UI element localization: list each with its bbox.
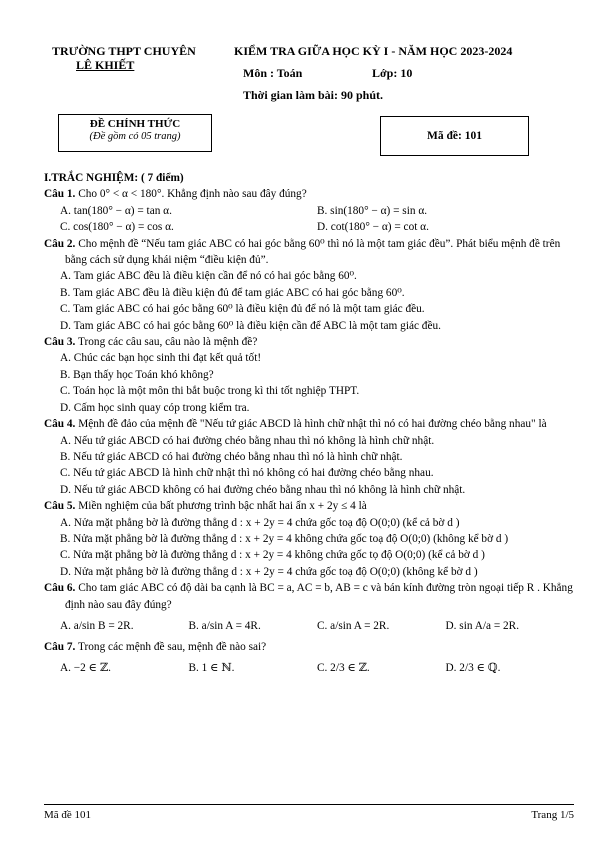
option-a: A. Chúc các bạn học sinh thi đạt kết quả tốt! (60, 352, 262, 365)
option-a: A. tan(180° − α) = tan α. (60, 204, 172, 217)
option-d: D. Tam giác ABC có hai góc bằng 60⁰ là điều kiện cần để ABC là một tam giác đều. (60, 319, 441, 332)
option-a: A. a/sin B = 2R. (60, 619, 134, 632)
option-c: C. Nếu tứ giác ABCD là hình chữ nhật thì nó không có hai đường chéo bằng nhau. (60, 467, 434, 480)
options-row (44, 203, 574, 219)
footer-page-number: Trang 1/5 (531, 809, 574, 821)
option-a: A. −2 ∈ ℤ. (60, 662, 111, 675)
question-number: Câu 2. (44, 237, 76, 250)
question-4 (44, 416, 574, 432)
option-c: C. Toán học là một môn thi bắt buộc trong kì thi tốt nghiệp THPT. (60, 385, 360, 398)
page-count-note: (Đề gồm có 05 trang) (89, 131, 181, 142)
question-3 (44, 334, 574, 350)
footer-exam-code: Mã đề 101 (44, 809, 92, 821)
grade-label: Lớp: 10 (372, 66, 413, 80)
school-name-line2: LÊ KHIẾT (76, 58, 135, 72)
question-text: Miền nghiệm của bất phương trình bậc nhất hai ẩn x + 2y ≤ 4 là (78, 500, 367, 513)
question-7 (44, 639, 574, 655)
options-row (44, 219, 574, 235)
option-c: C. 2/3 ∈ ℤ. (317, 662, 370, 675)
question-number: Câu 7. (44, 640, 76, 653)
option-b: B. Nếu tứ giác ABCD có hai đường chéo bằng nhau thì nó là hình chữ nhật. (60, 450, 403, 463)
question-2 (44, 236, 574, 269)
option-d: D. sin A/a = 2R. (445, 619, 520, 632)
option-b: B. sin(180° − α) = sin α. (317, 204, 428, 217)
question-text: Cho mệnh đề “Nếu tam giác ABC có hai góc bằng 60⁰ thì nó là một tam giác đều”. Phát biểu mệnh đề trên bằng cách sử dụng khái niệm “điều kiện đủ”. (65, 237, 561, 267)
option-a: A. Nửa mặt phẳng bờ là đường thẳng d : x + 2y = 4 chứa gốc toạ độ O(0;0) (kể cả bờ d ) (60, 516, 460, 529)
option-b: B. Nửa mặt phẳng bờ là đường thẳng d : x + 2y = 4 không chứa gốc toạ độ O(0;0) (không kể bờ d ) (60, 532, 509, 545)
option-d: D. Nửa mặt phẳng bờ là đường thẳng d : x + 2y = 4 chứa gốc toạ độ O(0;0) (không kể bờ d ) (60, 565, 478, 578)
question-number: Câu 1. (44, 188, 76, 201)
option-c: C. a/sin A = 2R. (317, 619, 390, 632)
subject-label: Môn : Toán (243, 66, 303, 80)
option-c: C. Nửa mặt phẳng bờ là đường thẳng d : x + 2y = 4 không chứa gốc tọ độ O(0;0) (kể cả bờ d ) (60, 549, 485, 562)
option-d: D. cot(180° − α) = cot α. (317, 221, 429, 234)
option-b: B. a/sin A = 4R. (188, 619, 261, 632)
option-d: D. Cấm học sinh quay cóp trong kiểm tra. (60, 401, 250, 414)
option-b: B. Bạn thấy học Toán khó không? (60, 368, 214, 381)
question-1 (44, 186, 574, 202)
official-title: ĐỀ CHÍNH THỨC (89, 118, 181, 130)
question-number: Câu 5. (44, 500, 76, 513)
question-text: Trong các câu sau, câu nào là mệnh đề? (78, 336, 258, 349)
official-exam-box (58, 114, 212, 152)
question-text: Mệnh đề đảo của mệnh đề "Nếu tứ giác ABCD là hình chữ nhật thì nó có hai đường chéo bằng nhau" là (78, 418, 547, 431)
option-b: B. Tam giác ABC đều là điều kiện đủ để tam giác ABC có hai góc bằng 60⁰. (60, 286, 405, 299)
question-text: Trong các mệnh đề sau, mệnh đề nào sai? (78, 640, 267, 653)
questions-area (44, 170, 574, 681)
question-number: Câu 4. (44, 418, 76, 431)
exam-title: KIỂM TRA GIỮA HỌC KỲ I - NĂM HỌC 2023-2024 (234, 44, 513, 58)
question-text: Cho tam giác ABC có độ dài ba cạnh là BC = a, AC = b, AB = c và bán kính đường tròn ngoại tiếp R . Khẳng định nào sau đây đúng? (65, 582, 573, 611)
exam-code-box (380, 116, 529, 156)
question-number: Câu 6. (44, 582, 76, 595)
option-b: B. 1 ∈ ℕ. (188, 662, 235, 675)
option-c: C. Tam giác ABC có hai góc bằng 60⁰ là điều kiện đủ để nó là một tam giác đều. (60, 303, 425, 316)
options-row (44, 613, 574, 639)
question-5 (44, 498, 574, 514)
section-title: I.TRẮC NGHIỆM: ( 7 điểm) (44, 172, 184, 184)
options-row (44, 655, 574, 681)
option-d: D. 2/3 ∈ ℚ. (445, 662, 501, 675)
school-name-line1: TRƯỜNG THPT CHUYÊN (52, 44, 196, 58)
question-6 (44, 580, 574, 613)
question-number: Câu 3. (44, 336, 76, 349)
duration-label: Thời gian làm bài: 90 phút. (243, 88, 384, 102)
option-d: D. Nếu tứ giác ABCD không có hai đường chéo bằng nhau thì nó không là hình chữ nhật. (60, 483, 466, 496)
option-a: A. Nếu tứ giác ABCD có hai đường chéo bằng nhau thì nó không là hình chữ nhật. (60, 434, 435, 447)
option-a: A. Tam giác ABC đều là điều kiện cần để nó có hai góc bằng 60⁰. (60, 270, 357, 283)
exam-code: Mã đề: 101 (427, 130, 482, 142)
option-c: C. cos(180° − α) = cos α. (60, 221, 174, 234)
footer-divider (44, 804, 574, 805)
question-text: Cho 0° < α < 180°. Khẳng định nào sau đây đúng? (78, 188, 307, 201)
